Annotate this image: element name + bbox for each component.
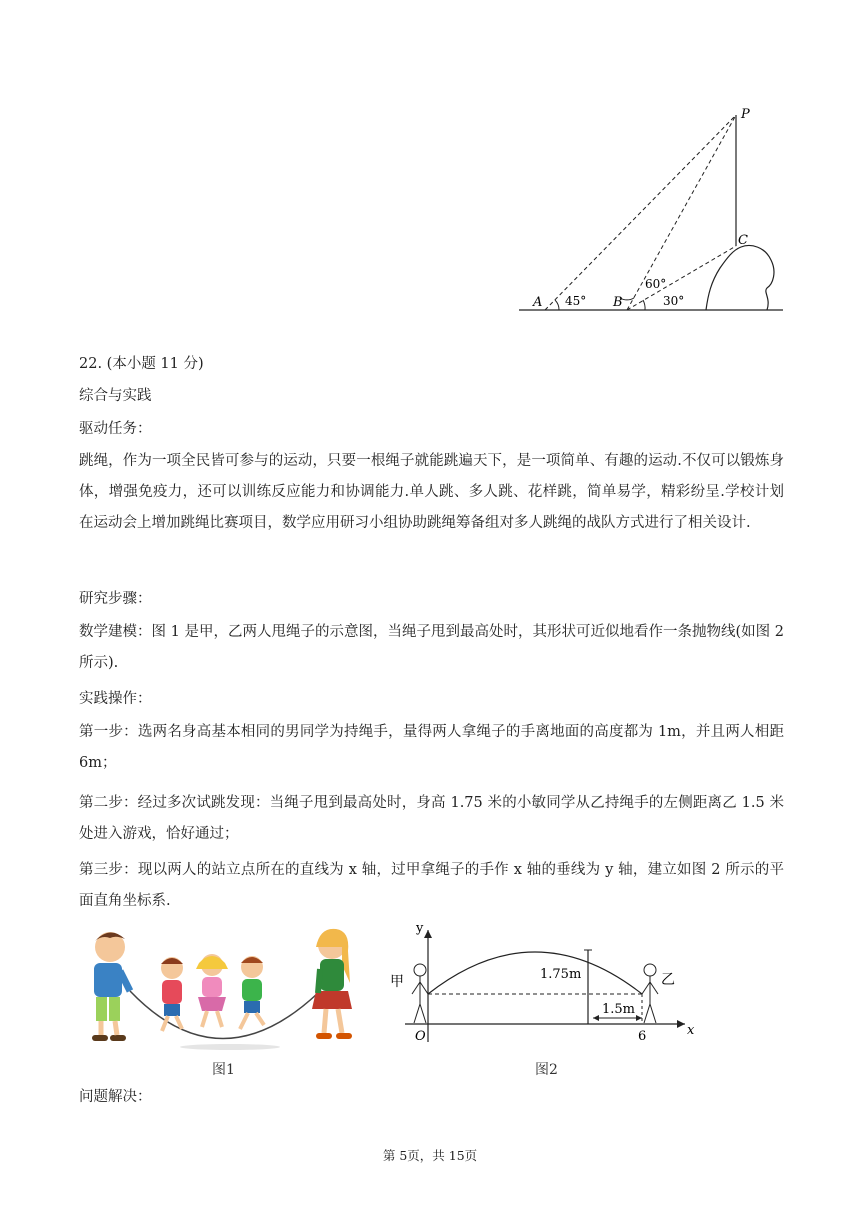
kid-green [240, 956, 264, 1029]
model-text: 数学建模：图 1 是甲，乙两人甩绳子的示意图，当绳子甩到最高处时，其形状可近似地看作一条抛物线(如图 2 所示). [79, 624, 784, 671]
yi-label: 乙 [661, 972, 675, 988]
height-label: 1.75m [540, 967, 582, 982]
boy-rope-holder [92, 932, 130, 1041]
practice-heading: 实践操作： [79, 691, 152, 707]
label-angle-45: 45° [565, 294, 587, 308]
girl-rope-holder [312, 929, 352, 1039]
kid-pink [196, 954, 228, 1027]
task-text: 跳绳，作为一项全民皆可参与的运动，只要一根绳子就能跳遍天下，是一项简单、有趣的运动.不仅可以锻炼身体，增强免疫力，还可以训练反应能力和协调能力.单人跳、多人跳、花样跳，简单易学，精彩纷呈.学校计划在运动会上增加跳绳比赛项目，数学应用研习小组协助跳绳筹备组对多人跳绳的战队方式进行了相关设计. [79, 453, 784, 531]
geometry-figure [515, 100, 790, 320]
angle-arc-b2 [643, 300, 645, 310]
label-angle-60: 60° [645, 277, 667, 291]
origin-label: O [415, 1029, 426, 1044]
question-number: 22. (本小题 11 分) [79, 356, 204, 372]
figure-1-illustration [80, 925, 365, 1080]
distance-label: 1.5m [602, 1002, 636, 1017]
x-tick-6: 6 [638, 1029, 647, 1044]
steps-heading: 研究步骤： [79, 591, 152, 607]
jia-label: 甲 [390, 974, 404, 990]
step-two: 第二步：经过多次试跳发现：当绳子甩到最高处时，身高 1.75 米的小敏同学从乙持绳手的左侧距离乙 1.5 米处进入游戏，恰好通过； [79, 795, 784, 842]
line-ap [545, 115, 736, 310]
label-b: B [613, 295, 623, 310]
figure-2-caption: 图2 [535, 1062, 558, 1078]
task-heading: 驱动任务： [79, 421, 152, 437]
stick-figure-jia [412, 964, 428, 1023]
y-axis-label: y [416, 921, 424, 936]
x-axis-label: x [687, 1023, 695, 1038]
label-angle-30: 30° [663, 294, 685, 308]
page-footer: 第 5页，共 15页 [382, 1148, 478, 1163]
stick-figure-yi [642, 964, 658, 1023]
question-type: 综合与实践 [79, 388, 152, 404]
figure-1-caption: 图1 [212, 1062, 235, 1078]
angle-arc-a [555, 300, 559, 310]
kid-red [161, 957, 183, 1031]
line-bp [627, 115, 736, 310]
hill-outline [706, 246, 774, 310]
label-a: A [533, 295, 543, 310]
step-one: 第一步：选两名身高基本相同的男同学为持绳手，量得两人拿绳子的手离地面的高度都为 1m，并且两人相距 6m； [79, 724, 784, 771]
step-three: 第三步：现以两人的站立点所在的直线为 x 轴，过甲拿绳子的手作 x 轴的垂线为 y 轴，建立如图 2 所示的平面直角坐标系. [79, 862, 784, 909]
label-p: P [741, 107, 750, 122]
figure-2-diagram [385, 918, 705, 1080]
rope-parabola [428, 952, 642, 994]
label-c: C [738, 233, 748, 248]
solve-heading: 问题解决： [79, 1089, 152, 1105]
